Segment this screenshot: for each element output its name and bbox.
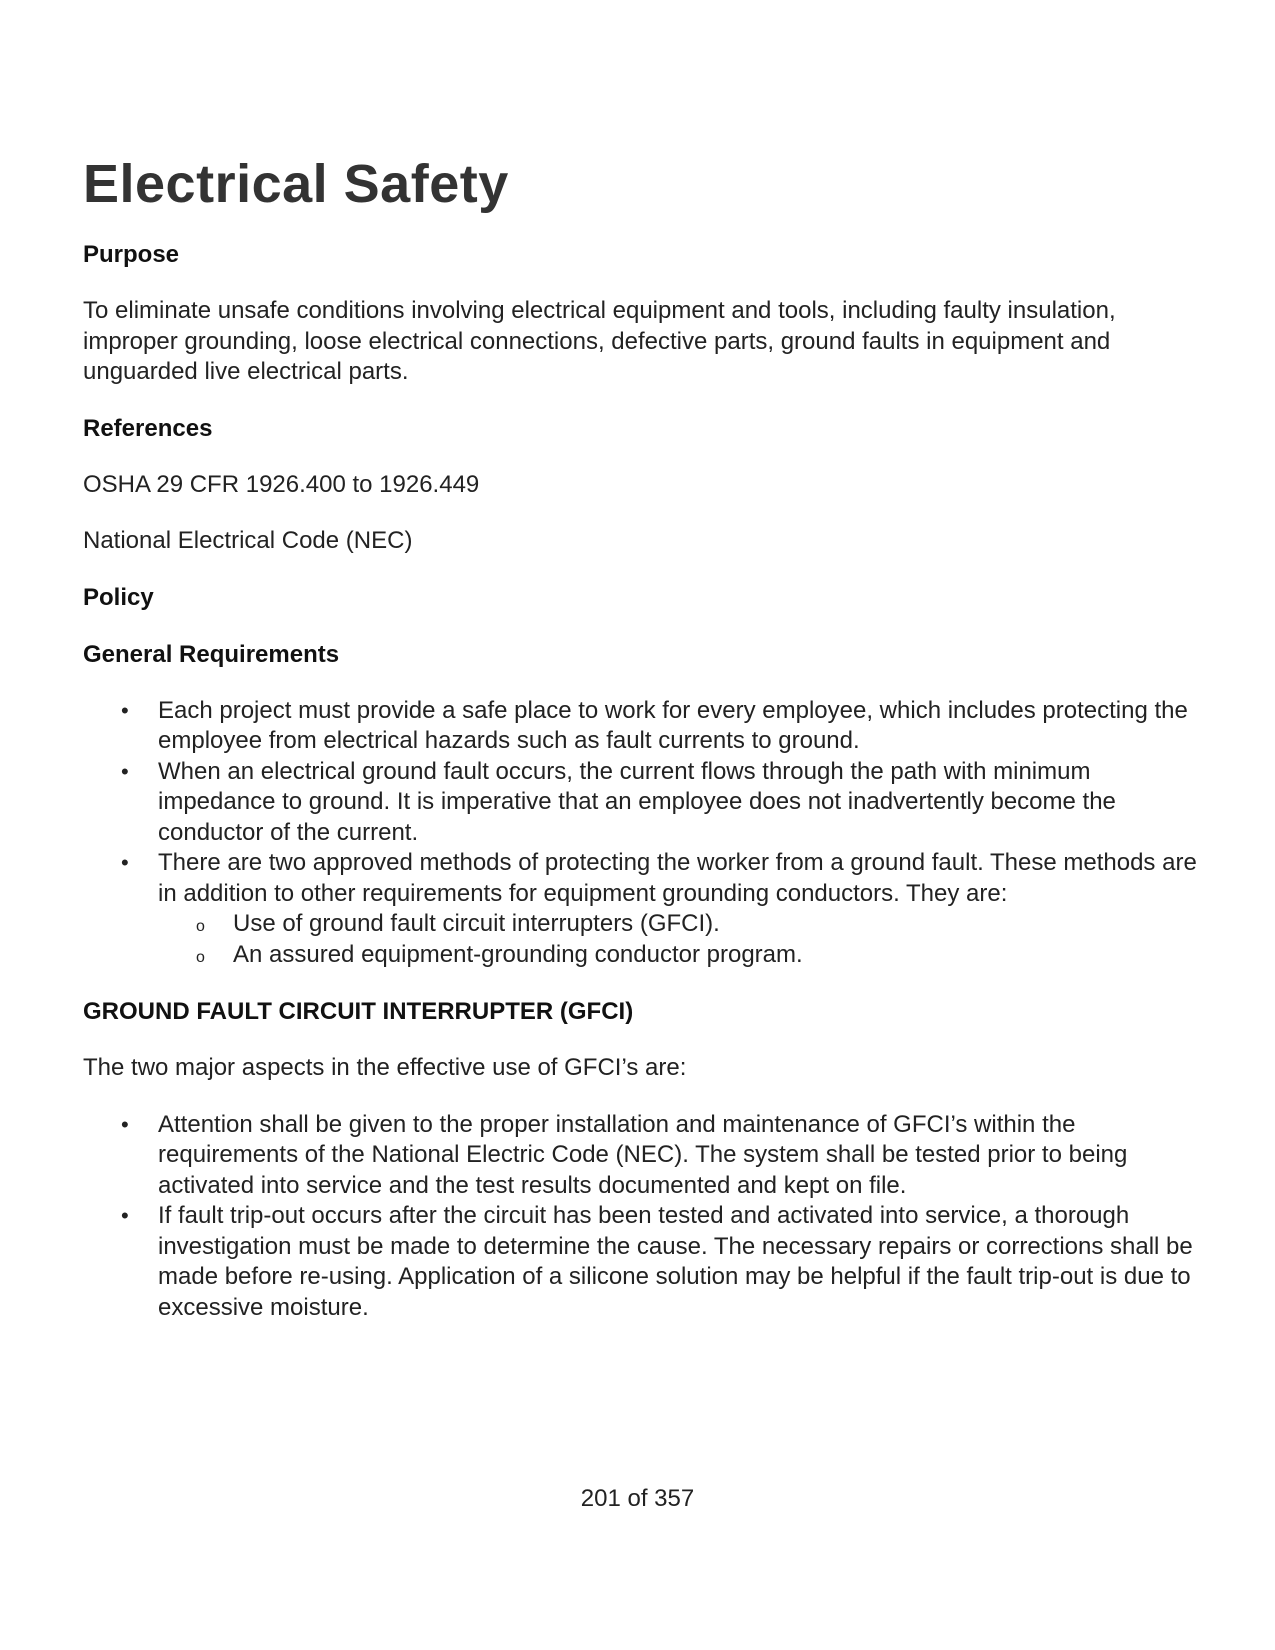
bullet-icon: •: [121, 850, 129, 875]
general-requirements-heading: General Requirements: [83, 640, 340, 668]
circle-bullet-icon: o: [196, 948, 205, 966]
policy-heading: Policy: [83, 583, 154, 611]
reference-item: National Electrical Code (NEC): [83, 527, 413, 554]
sub-list-item: [158, 909, 1203, 940]
sub-list-item-text: An assured equipment-grounding conductor program.: [233, 940, 803, 968]
list-item: [83, 696, 1203, 757]
list-item-text: If fault trip-out occurs after the circuit has been tested and activated into service, a thorough investigation must be made to determine the cause. The necessary repairs or corrections shall be made before re-using. Application of a silicone solution may be helpful if the fault trip-out is due to excessive moisture.: [158, 1202, 1193, 1321]
bullet-icon: •: [121, 1203, 129, 1228]
list-item-text: Each project must provide a safe place to work for every employee, which includes protecting the employee from electrical hazards such as fault currents to ground.: [158, 696, 1188, 754]
list-item: [83, 757, 1203, 849]
page-title: Electrical Safety: [83, 154, 509, 214]
list-item: [83, 848, 1203, 970]
reference-item: OSHA 29 CFR 1926.400 to 1926.449: [83, 470, 480, 498]
gfci-heading: GROUND FAULT CIRCUIT INTERRUPTER (GFCI): [83, 998, 634, 1025]
circle-bullet-icon: o: [196, 918, 205, 935]
sub-list-item-text: Use of ground fault circuit interrupters (GFCI).: [233, 910, 720, 937]
list-item: [83, 1110, 1203, 1202]
list-item-text: When an electrical ground fault occurs, the current flows through the path with minimum impedance to ground. It is imperative that an employee does not inadvertently become the conductor of the current.: [158, 757, 1116, 846]
purpose-text: To eliminate unsafe conditions involving electrical equipment and tools, including faulty insulation, improper grounding, loose electrical connections, defective parts, ground faults in equipment and unguarded live electrical parts.: [83, 297, 1116, 385]
list-item-text: Attention shall be given to the proper installation and maintenance of GFCI’s within the requirements of the National Electric Code (NEC). The system shall be tested prior to being activated into service and the test results documented and kept on file.: [158, 1110, 1128, 1199]
list-item: [83, 1201, 1203, 1323]
bullet-icon: •: [121, 758, 129, 784]
gfci-intro: The two major aspects in the effective use of GFCI’s are:: [83, 1054, 687, 1081]
general-requirements-list: [83, 696, 1203, 971]
references-heading: References: [83, 414, 213, 442]
sub-list: [158, 909, 1203, 970]
gfci-list: [83, 1110, 1203, 1324]
page-number: 201 of 357: [580, 1485, 695, 1512]
bullet-icon: •: [121, 1111, 129, 1137]
purpose-heading: Purpose: [83, 241, 180, 268]
sub-list-item: [158, 940, 1203, 971]
document-page: [83, 150, 1203, 1323]
bullet-icon: •: [121, 697, 129, 723]
list-item-text: There are two approved methods of protecting the worker from a ground fault. These methods are in addition to other requirements for equipment grounding conductors. They are:: [158, 849, 1197, 907]
